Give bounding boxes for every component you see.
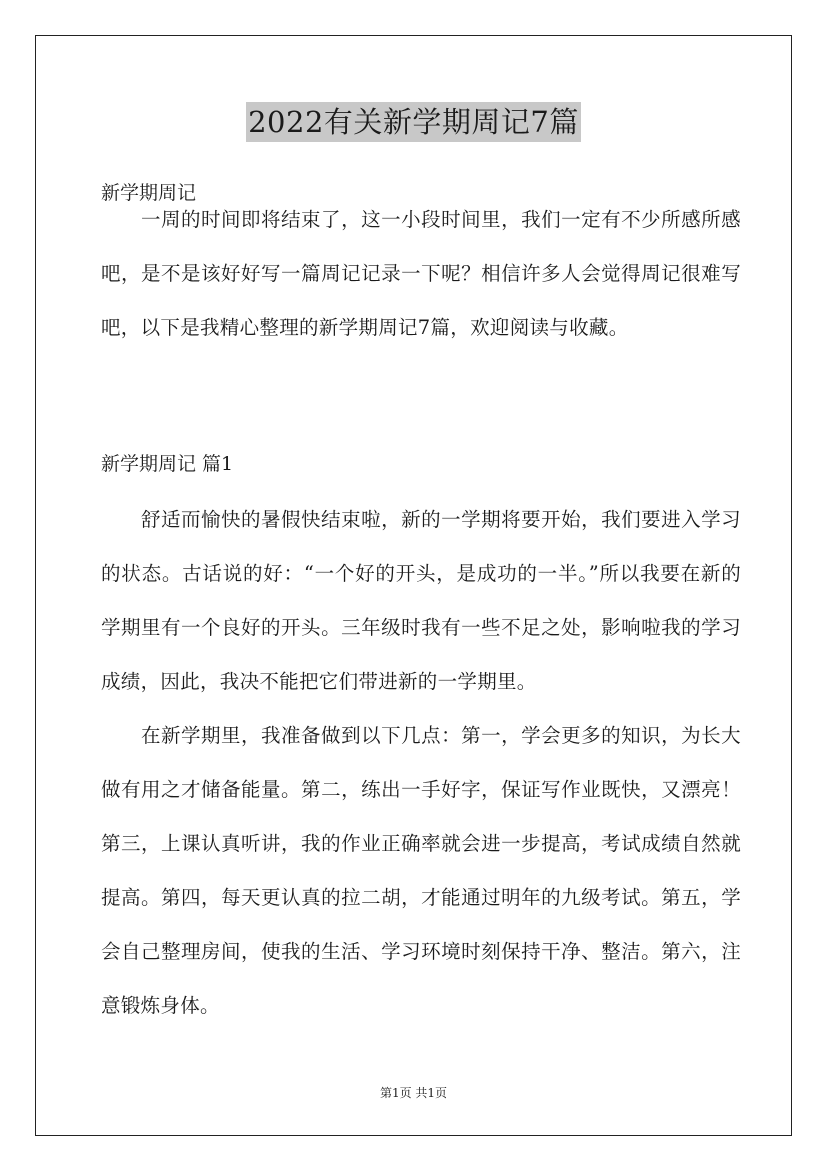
section1-paragraph-1: 舒适而愉快的暑假快结束啦，新的一学期将要开始，我们要进入学习的状态。古话说的好：“一个好的开头，是成功的一半。”所以我要在新的学期里有一个良好的开头。三年级时我有一些不足之处，影响啦我的学习成绩，因此，我决不能把它们带进新的一学期里。	[101, 508, 741, 693]
document-title: 2022有关新学期周记7篇	[246, 102, 581, 142]
intro-heading: 新学期周记	[101, 182, 197, 204]
section1-paragraph-2: 在新学期里，我准备做到以下几点：第一，学会更多的知识，为长大做有用之才储备能量。第二，练出一手好字，保证写作业既快，又漂亮！第三，上课认真听讲，我的作业正确率就会进一步提高，考试成绩自然就提高。第四，每天更认真的拉二胡，才能通过明年的九级考试。第五，学会自己整理房间，使我的生活、学习环境时刻保持干净、整洁。第六，注意锻炼身体。	[101, 724, 741, 1017]
intro-paragraph: 一周的时间即将结束了，这一小段时间里，我们一定有不少所感所感吧，是不是该好好写一篇周记记录一下呢？相信许多人会觉得周记很难写吧，以下是我精心整理的新学期周记7篇，欢迎阅读与收藏。	[101, 208, 741, 339]
document-title-wrap	[0, 102, 827, 142]
section1-heading: 新学期周记 篇1	[101, 453, 234, 475]
page-footer: 第1页 共1页	[379, 1086, 448, 1100]
